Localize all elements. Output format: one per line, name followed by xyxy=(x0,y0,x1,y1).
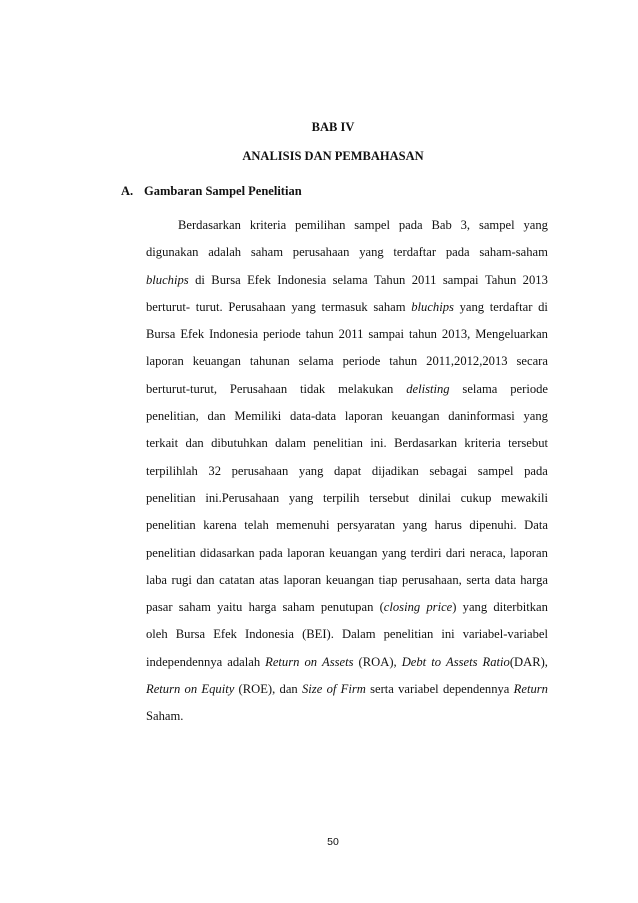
section-title: Gambaran Sampel Penelitian xyxy=(144,184,302,198)
paragraph-line: bluchips di Bursa Efek Indonesia selama Tahun 2011 sampai Tahun 2013 xyxy=(146,272,548,287)
paragraph-line: berturut- turut. Perusahaan yang termasuk saham bluchips yang terdaftar di xyxy=(146,299,548,314)
chapter-number: BAB IV xyxy=(311,120,355,134)
paragraph-line: penelitian ini.Perusahaan yang terpilih tersebut dinilai cukup mewakili xyxy=(146,490,548,505)
body-paragraph xyxy=(146,212,548,731)
paragraph-line: Bursa Efek Indonesia periode tahun 2011 sampai tahun 2013, Mengeluarkan xyxy=(146,327,548,342)
paragraph-line: penelitian karena telah memenuhi persyaratan yang harus dipenuhi. Data xyxy=(146,518,548,533)
paragraph-line: digunakan adalah saham perusahaan yang terdaftar pada saham-saham xyxy=(146,245,548,260)
paragraph-line: laporan keuangan tahunan selama periode tahun 2011,2012,2013 secara xyxy=(146,354,548,369)
paragraph-line: penelitian didasarkan pada laporan keuangan yang terdiri dari neraca, laporan xyxy=(146,545,548,560)
paragraph-line: Return on Equity (ROE), dan Size of Firm serta variabel dependennya Return xyxy=(146,682,548,697)
paragraph-line: terkait dan dibutuhkan dalam penelitian ini. Berdasarkan kriteria tersebut xyxy=(146,436,548,451)
section-heading xyxy=(121,184,302,199)
paragraph-line: independennya adalah Return on Assets (ROA), Debt to Assets Ratio(DAR), xyxy=(146,654,548,669)
paragraph-line: laba rugi dan catatan atas laporan keuangan tiap perusahaan, serta data harga xyxy=(146,572,548,587)
paragraph-line: Saham. xyxy=(146,709,184,724)
paragraph-line: oleh Bursa Efek Indonesia (BEI). Dalam penelitian ini variabel-variabel xyxy=(146,627,548,642)
paragraph-line: pasar saham yaitu harga saham penutupan (closing price) yang diterbitkan xyxy=(146,600,548,615)
paragraph-line: Berdasarkan kriteria pemilihan sampel pada Bab 3, sampel yang xyxy=(178,218,548,232)
section-number: A. xyxy=(121,184,134,198)
chapter-title: ANALISIS DAN PEMBAHASAN xyxy=(242,149,424,163)
page-number: 50 xyxy=(327,836,339,848)
paragraph-line: terpilihlah 32 perusahaan yang dapat dijadikan sebagai sampel pada xyxy=(146,463,548,478)
paragraph-line: berturut-turut, Perusahaan tidak melakukan delisting selama periode xyxy=(146,381,548,396)
paragraph-line: penelitian, dan Memiliki data-data laporan keuangan daninformasi yang xyxy=(146,409,548,424)
